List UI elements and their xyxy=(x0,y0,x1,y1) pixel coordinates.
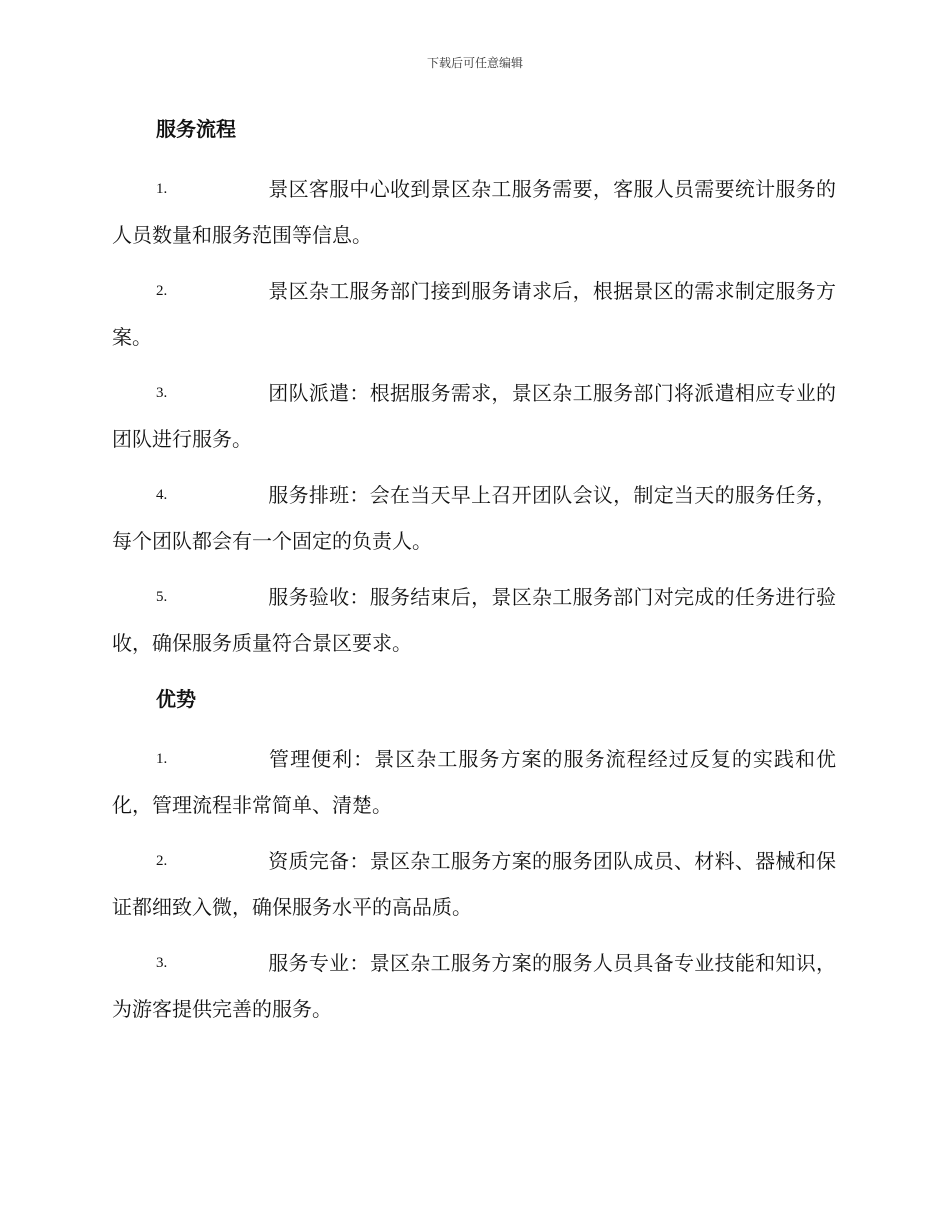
section-service-process xyxy=(112,112,836,666)
list-item-number: 1. xyxy=(156,751,168,767)
header-note: 下载后可任意编辑 xyxy=(426,56,523,70)
list-item xyxy=(112,574,836,666)
list-item-number: 4. xyxy=(156,487,168,503)
list-item-number: 3. xyxy=(156,955,168,971)
list-item xyxy=(112,166,836,258)
list-item-text: 服务验收：服务结束后，景区杂工服务部门对完成的任务进行验收，确保服务质量符合景区要求。 xyxy=(112,585,836,655)
list-item-text: 服务排班：会在当天早上召开团队会议，制定当天的服务任务，每个团队都会有一个固定的负责人。 xyxy=(112,483,836,553)
list-item xyxy=(112,370,836,462)
list-item-text: 管理便利：景区杂工服务方案的服务流程经过反复的实践和优化，管理流程非常简单、清楚。 xyxy=(112,747,836,817)
list-item xyxy=(112,268,836,360)
list-item-number: 2. xyxy=(156,853,168,869)
list-item-number: 1. xyxy=(156,181,168,197)
list-item-number: 5. xyxy=(156,589,168,605)
list-item-text: 团队派遣：根据服务需求，景区杂工服务部门将派遣相应专业的团队进行服务。 xyxy=(112,381,836,451)
list-item-text: 服务专业：景区杂工服务方案的服务人员具备专业技能和知识，为游客提供完善的服务。 xyxy=(112,951,836,1021)
list-item-text: 景区杂工服务部门接到服务请求后，根据景区的需求制定服务方案。 xyxy=(112,279,836,349)
list-item xyxy=(112,838,836,930)
section-title: 服务流程 xyxy=(156,117,236,141)
list-item xyxy=(112,940,836,1032)
section-advantages xyxy=(112,682,836,1032)
list-item-text: 资质完备：景区杂工服务方案的服务团队成员、材料、器械和保证都细致入微，确保服务水平的高品质。 xyxy=(112,849,836,919)
list-item xyxy=(112,472,836,564)
document-body xyxy=(112,112,836,1042)
list-item-text: 景区客服中心收到景区杂工服务需要，客服人员需要统计服务的人员数量和服务范围等信息。 xyxy=(112,177,836,247)
list-item-number: 2. xyxy=(156,283,168,299)
list-item-number: 3. xyxy=(156,385,168,401)
list-item xyxy=(112,736,836,828)
section-title: 优势 xyxy=(156,687,196,711)
